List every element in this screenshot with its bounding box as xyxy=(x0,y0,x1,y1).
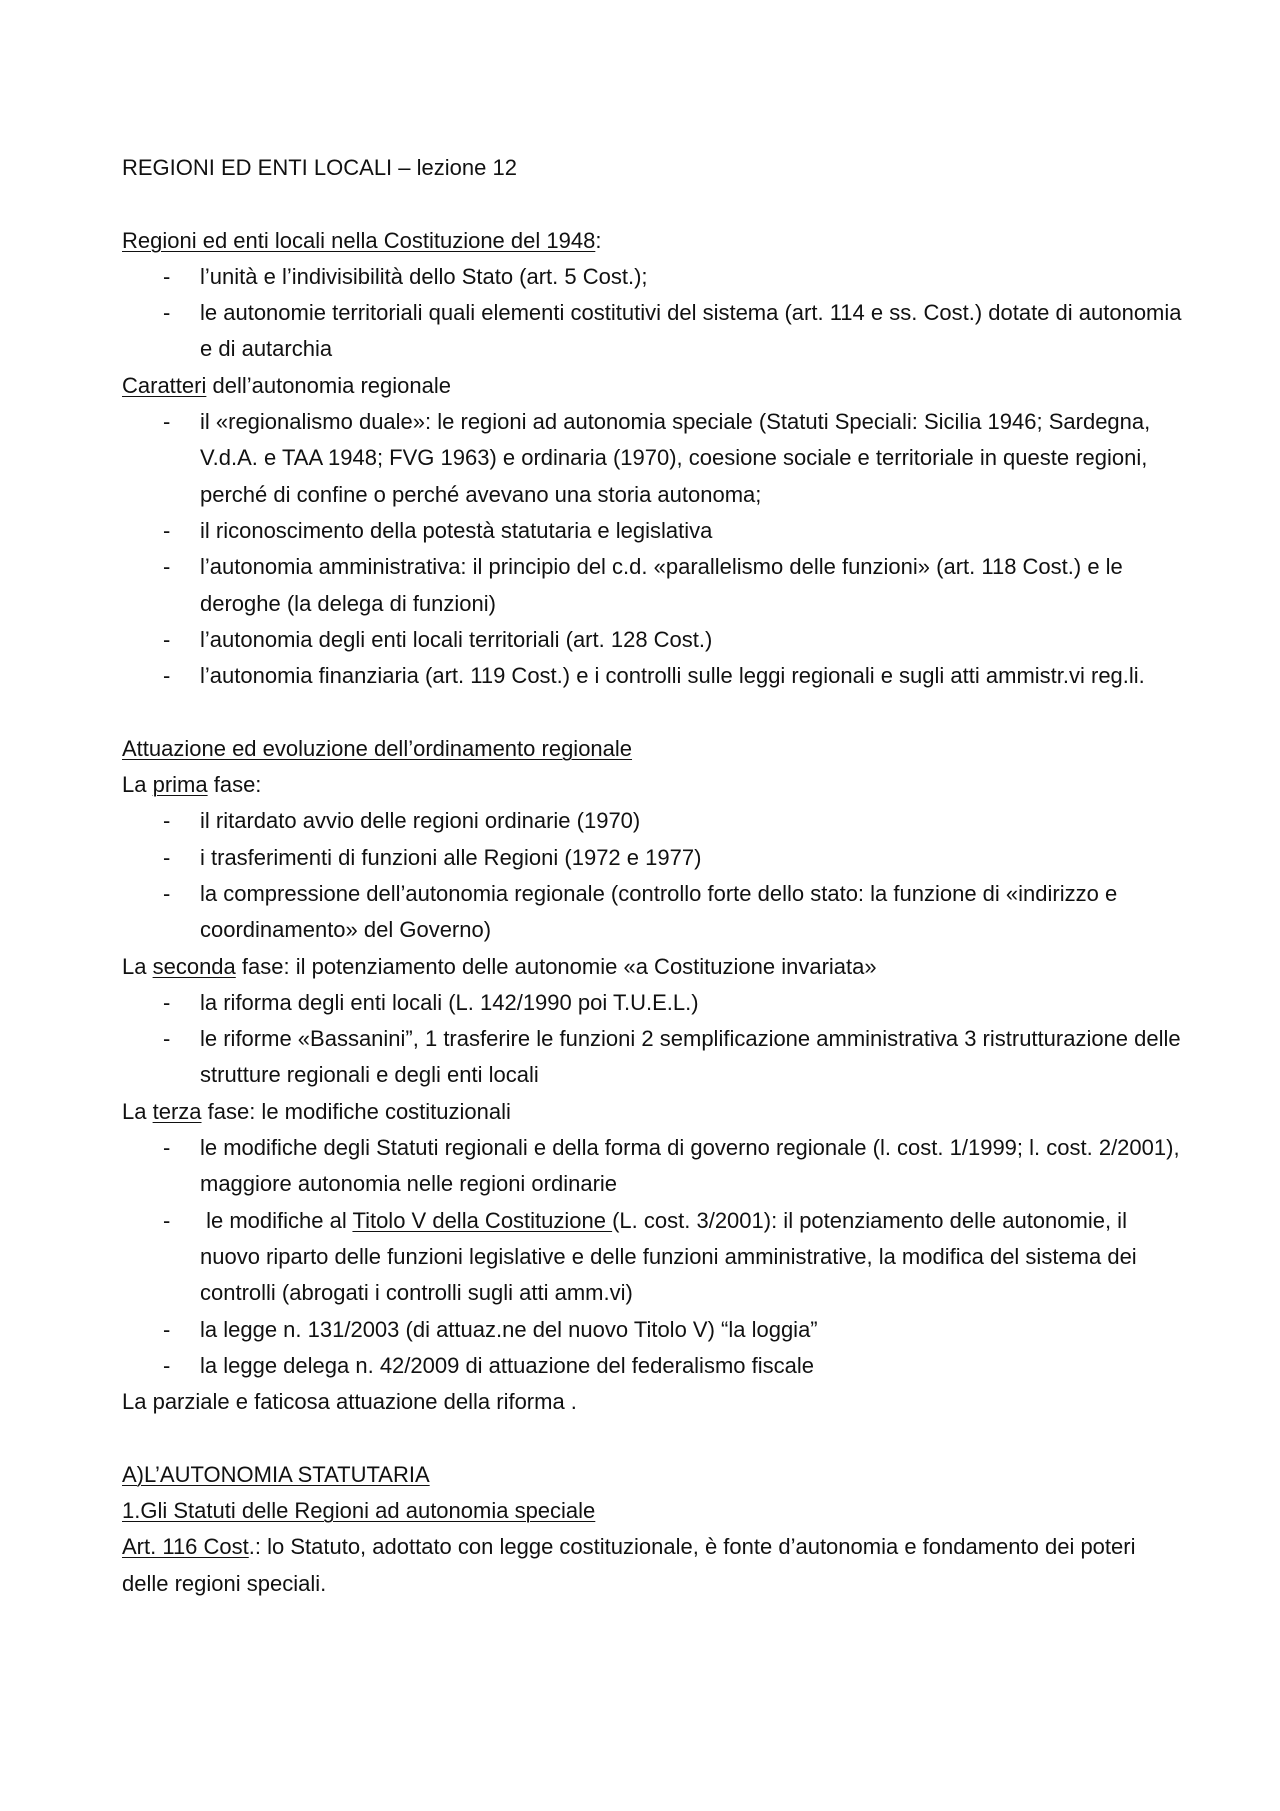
bullet-dash: - xyxy=(163,663,171,689)
phase-underlined-word: prima xyxy=(152,772,208,798)
bullet-list-terza-fase xyxy=(122,1130,1182,1384)
document-page xyxy=(122,150,1182,1602)
bullet-list-prima-fase xyxy=(122,803,1182,948)
list-item xyxy=(122,658,1182,694)
list-item xyxy=(122,622,1182,658)
bullet-dash: - xyxy=(163,626,171,652)
list-item xyxy=(122,1203,1182,1312)
document-title: REGIONI ED ENTI LOCALI – lezione 12 xyxy=(122,155,517,180)
spacer xyxy=(122,694,1182,730)
list-item-text: la compressione dell’autonomia regionale (controllo forte dello stato: la funzione di «indirizzo e coordinamento» del Governo) xyxy=(200,880,1118,943)
list-item xyxy=(122,985,1182,1021)
item-post: (L. cost. 3/2001): il potenziamento delle autonomie, il nuovo riparto delle funzioni legislative e delle funzioni amministrative, la modifica del sistema dei controlli (abrogati i controlli sugli atti amm.vi) xyxy=(200,1207,1137,1306)
list-item-text: il riconoscimento della potestà statutaria e legislativa xyxy=(200,517,713,543)
list-item xyxy=(122,1348,1182,1384)
list-item xyxy=(122,1312,1182,1348)
paragraph-text: .: lo Statuto, adottato con legge costituzionale, è fonte d’autonomia e fondamento dei poteri delle regioni speciali. xyxy=(122,1534,1136,1596)
list-item xyxy=(122,1021,1182,1094)
phase-pre: La xyxy=(122,953,153,979)
article-reference: Art. 116 Cost xyxy=(122,1534,249,1560)
list-item xyxy=(122,549,1182,622)
phase-heading-prima xyxy=(122,767,1182,803)
list-item-text: l’unità e l’indivisibilità dello Stato (art. 5 Cost.); xyxy=(200,263,648,289)
bullet-dash: - xyxy=(163,880,171,906)
bullet-dash: - xyxy=(163,554,171,580)
list-item-text: i trasferimenti di funzioni alle Regioni (1972 e 1977) xyxy=(200,844,702,870)
paragraph-art-116 xyxy=(122,1529,1182,1602)
bullet-dash: - xyxy=(163,808,171,834)
list-item-text: l’autonomia finanziaria (art. 119 Cost.) e i controlli sulle leggi regionali e sugli atti ammistr.vi reg.li. xyxy=(200,663,1145,689)
item-underlined: Titolo V della Costituzione xyxy=(352,1207,613,1233)
closing-sentence: La parziale e faticosa attuazione della riforma . xyxy=(122,1389,577,1415)
list-item-text: il «regionalismo duale»: le regioni ad autonomia speciale (Statuti Speciali: Sicilia 1946; Sardegna, V.d.A. e TAA 1948; FVG 1963) e ordinaria (1970), coesione sociale e territoriale in queste regioni, perché di confine o perché avevano una storia autonoma; xyxy=(200,409,1151,507)
bullet-dash: - xyxy=(163,989,171,1015)
phase-post: fase: xyxy=(207,772,262,798)
list-item-text: la legge delega n. 42/2009 di attuazione del federalismo fiscale xyxy=(200,1352,814,1378)
section-heading-caratteri xyxy=(122,368,1182,404)
heading-rest: dell’autonomia regionale xyxy=(206,372,451,398)
list-item-text: le riforme «Bassanini”, 1 trasferire le funzioni 2 semplificazione amministrativa 3 ristrutturazione delle strutture regionali e degli enti locali xyxy=(200,1026,1181,1088)
bullet-dash: - xyxy=(163,300,171,326)
list-item-text xyxy=(200,1203,1182,1312)
list-item xyxy=(122,840,1182,876)
phase-underlined-word: seconda xyxy=(152,953,236,979)
list-item-text: il ritardato avvio delle regioni ordinarie (1970) xyxy=(200,808,641,834)
bullet-dash: - xyxy=(163,1207,171,1233)
spacer xyxy=(122,186,1182,222)
list-item xyxy=(122,513,1182,549)
phase-pre: La xyxy=(122,1098,153,1124)
list-item xyxy=(122,876,1182,949)
list-item-text: le autonomie territoriali quali elementi costitutivi del sistema (art. 114 e ss. Cost.) dotate di autonomia e di autarchia xyxy=(200,300,1182,362)
bullet-dash: - xyxy=(163,1026,171,1052)
subheading-text: 1.Gli Statuti delle Regioni ad autonomia speciale xyxy=(122,1497,596,1523)
phase-underlined-word: terza xyxy=(152,1098,202,1124)
heading-text: Regioni ed enti locali nella Costituzione del 1948 xyxy=(122,227,596,253)
list-item xyxy=(122,1130,1182,1203)
bullet-dash: - xyxy=(163,263,171,289)
list-item-text: l’autonomia degli enti locali territoriali (art. 128 Cost.) xyxy=(200,626,713,652)
list-item-text: l’autonomia amministrativa: il principio del c.d. «parallelismo delle funzioni» (art. 118 Cost.) e le deroghe (la delega di funzioni) xyxy=(200,554,1123,616)
subheading-statuti-speciali xyxy=(122,1493,1182,1529)
bullet-list-caratteri xyxy=(122,404,1182,694)
phase-post: fase: le modifiche costituzionali xyxy=(201,1098,511,1124)
phase-heading-terza xyxy=(122,1094,1182,1130)
phase-post: fase: il potenziamento delle autonomie «a Costituzione invariata» xyxy=(235,953,877,979)
list-item-text: la riforma degli enti locali (L. 142/1990 poi T.U.E.L.) xyxy=(200,989,699,1015)
bullet-dash: - xyxy=(163,844,171,870)
bullet-dash: - xyxy=(163,1352,171,1378)
bullet-dash: - xyxy=(163,1316,171,1342)
bullet-dash: - xyxy=(163,409,171,435)
spacer xyxy=(122,1420,1182,1456)
heading-suffix: : xyxy=(595,227,602,253)
list-item xyxy=(122,404,1182,513)
list-item-text: la legge n. 131/2003 (di attuaz.ne del nuovo Titolo V) “la loggia” xyxy=(200,1316,818,1342)
bullet-list-seconda-fase xyxy=(122,985,1182,1094)
bullet-dash: - xyxy=(163,517,171,543)
bullet-list-costituzione-1948 xyxy=(122,259,1182,368)
list-item xyxy=(122,803,1182,839)
item-pre: le modifiche al xyxy=(200,1207,353,1233)
section-heading-autonomia-statutaria xyxy=(122,1457,1182,1493)
bullet-dash: - xyxy=(163,1135,171,1161)
list-item xyxy=(122,295,1182,368)
heading-text: Attuazione ed evoluzione dell’ordinamento regionale xyxy=(122,735,633,761)
phase-pre: La xyxy=(122,772,153,798)
section-heading-attuazione xyxy=(122,731,1182,767)
list-item xyxy=(122,259,1182,295)
phase-heading-seconda xyxy=(122,949,1182,985)
heading-text: A)L’AUTONOMIA STATUTARIA xyxy=(122,1461,430,1487)
list-item-text: le modifiche degli Statuti regionali e della forma di governo regionale (l. cost. 1/1999; l. cost. 2/2001), maggiore autonomia nelle regioni ordinarie xyxy=(200,1135,1180,1197)
heading-underlined-word: Caratteri xyxy=(122,372,207,398)
section-heading-costituzione-1948 xyxy=(122,223,1182,259)
